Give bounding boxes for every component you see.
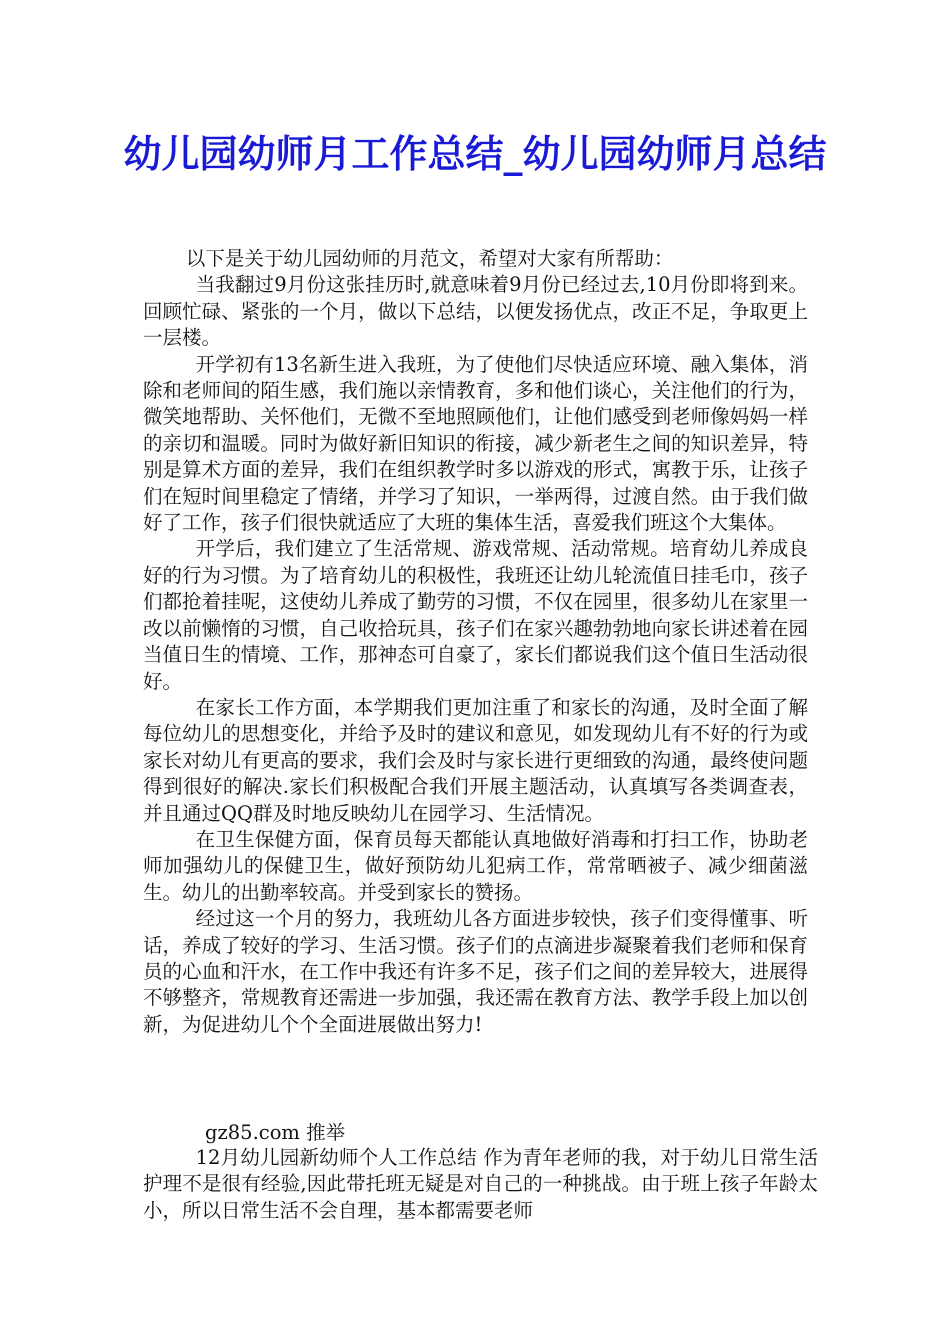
paragraph: 在卫生保健方面，保育员每天都能认真地做好消毒和打扫工作，协助老师加强幼儿的保健卫生，做好预防幼儿犯病工作，常常晒被子、减少细菌滋生。幼儿的出勤率较高。并受到家长的赞扬。 [143,827,808,904]
paragraph: 开学初有13名新生进入我班，为了使他们尽快适应环境、融入集体，消除和老师间的陌生感，我们施以亲情教育，多和他们谈心，关注他们的行为，微笑地帮助、关怀他们，无微不至地照顾他们，让他们感受到老师像妈妈一样的亲切和温暖。同时为做好新旧知识的衔接，减少新老生之间的知识差异，特别是算术方面的差异，我们在组织教学时多以游戏的形式，寓教于乐，让孩子们在短时间里稳定了情绪，并学习了知识，一举两得，过渡自然。由于我们做好了工作，孩子们很快就适应了大班的集体生活，喜爱我们班这个大集体。 [143,352,808,535]
page-title: 幼儿园幼师月工作总结_幼儿园幼师月总结 [123,132,827,176]
recommend-label: gz85.com 推举 [205,1121,346,1144]
article-body [143,246,808,1038]
paragraph: 在家长工作方面，本学期我们更加注重了和家长的沟通，及时全面了解每位幼儿的思想变化，并给予及时的建议和意见，如发现幼儿有不好的行为或家长对幼儿有更高的要求，我们会及时与家长进行更细致的沟通，最终使问题得到很好的解决.家长们积极配合我们开展主题活动，认真填写各类调查表，并且通过QQ群及时地反映幼儿在园学习、生活情况。 [143,695,808,825]
related-article-text: 12月幼儿园新幼师个人工作总结 作为青年老师的我，对于幼儿日常生活护理不是很有经验,因此带托班无疑是对自己的一种挑战。由于班上孩子年龄太小，所以日常生活不会自理，基本都需要老师 [143,1146,818,1222]
paragraph: 当我翻过9月份这张挂历时,就意味着9月份已经过去,10月份即将到来。回顾忙碌、紧张的一个月，做以下总结，以便发扬优点，改正不足，争取更上一层楼。 [143,273,808,350]
intro-paragraph: 以下是关于幼儿园幼师的月范文，希望对大家有所帮助： [185,247,674,270]
paragraph: 开学后，我们建立了生活常规、游戏常规、活动常规。培育幼儿养成良好的行为习惯。为了培育幼儿的积极性，我班还让幼儿轮流值日挂毛巾，孩子们都抢着挂呢，这使幼儿养成了勤劳的习惯，不仅在园里，很多幼儿在家里一改以前懒惰的习惯，自己收拾玩具，孩子们在家兴趣勃勃地向家长讲述着在园当值日生的情境、工作，那神态可自豪了，家长们都说我们这个值日生活动很好。 [143,537,808,693]
paragraph: 经过这一个月的努力，我班幼儿各方面进步较快，孩子们变得懂事、听话，养成了较好的学习、生活习惯。孩子们的点滴进步凝聚着我们老师和保育员的心血和汗水，在工作中我还有许多不足，孩子们之间的差异较大，进展得不够整齐，常规教育还需进一步加强，我还需在教育方法、教学手段上加以创新，为促进幼儿个个全面进展做出努力! [143,907,808,1036]
